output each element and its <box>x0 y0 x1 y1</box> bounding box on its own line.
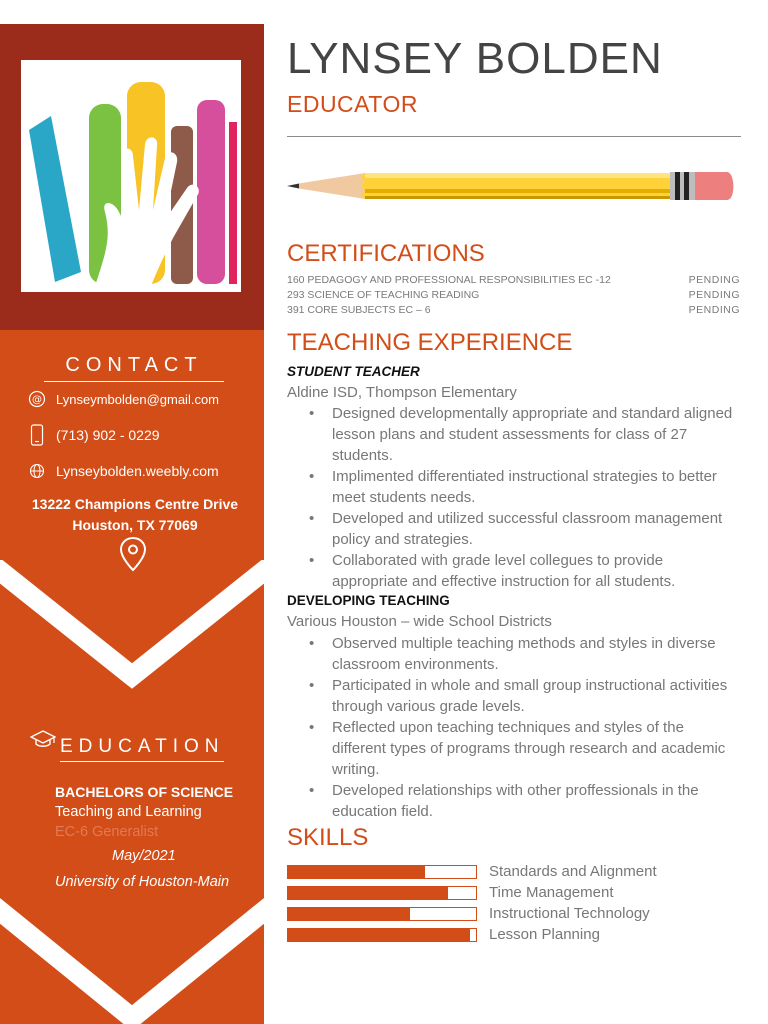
skill-label: Instructional Technology <box>489 905 650 922</box>
certification-name: 391 CORE SUBJECTS EC – 6 <box>287 304 431 316</box>
education-date: May/2021 <box>112 848 176 864</box>
role-title-developing-teaching: DEVELOPING TEACHING <box>287 593 450 608</box>
candidate-name: LYNSEY BOLDEN <box>287 34 663 83</box>
bullet-item: • Developed and utilized successful classroom management policy and strategies. <box>287 508 737 550</box>
certifications-heading: CERTIFICATIONS <box>287 240 485 267</box>
certification-status: PENDING <box>688 274 740 286</box>
skill-row <box>287 905 650 922</box>
skill-bar <box>287 907 477 921</box>
bullet-item: • Collaborated with grade level collegues to provide appropriate and effective instruction for all students. <box>287 550 737 592</box>
education-degree: BACHELORS OF SCIENCE <box>55 784 234 800</box>
skill-row <box>287 926 600 943</box>
skill-label: Time Management <box>489 884 614 901</box>
skill-fill <box>288 929 470 941</box>
education-field: Teaching and Learning <box>55 804 202 820</box>
bullet-item: • Implimented differentiated instructional strategies to better meet students needs. <box>287 466 737 508</box>
role-org: Aldine ISD, Thompson Elementary <box>287 384 517 401</box>
education-specialization: EC-6 Generalist <box>55 824 159 840</box>
certification-row <box>287 274 740 286</box>
contact-website[interactable]: Lynseybolden.weebly.com <box>56 463 219 479</box>
sidebar <box>0 24 264 1024</box>
email-icon <box>28 390 46 408</box>
phone-icon <box>28 426 46 444</box>
skills-heading: SKILLS <box>287 824 369 851</box>
role-org: Various Houston – wide School Districts <box>287 613 552 630</box>
education-school: University of Houston-Main <box>55 874 230 890</box>
skill-bar <box>287 928 477 942</box>
skill-label: Lesson Planning <box>489 926 600 943</box>
contact-phone[interactable]: (713) 902 - 0229 <box>56 427 160 443</box>
header-divider <box>287 136 741 137</box>
skill-label: Standards and Alignment <box>489 863 657 880</box>
contact-website-row[interactable] <box>28 462 219 480</box>
contact-email[interactable]: Lynseymbolden@gmail.com <box>56 391 220 407</box>
bullet-item: • Designed developmentally appropriate and standard aligned lesson plans and student assessments for class of 27 students. <box>287 403 737 466</box>
skill-fill <box>288 908 410 920</box>
pencil-icon <box>287 168 737 209</box>
role-bullets <box>287 633 737 822</box>
chevron-divider-bottom <box>0 756 264 1024</box>
candidate-title: EDUCATOR <box>287 91 418 117</box>
contact-phone-row[interactable] <box>28 426 160 444</box>
skill-row <box>287 863 657 880</box>
contact-heading: CONTACT <box>44 354 224 382</box>
certification-status: PENDING <box>688 289 740 301</box>
contact-address: 13222 Champions Centre Drive Houston, TX 77069 <box>31 496 239 533</box>
graduation-cap-icon <box>30 728 56 755</box>
certification-status: PENDING <box>688 304 740 316</box>
bullet-item: • Participated in whole and small group instructional activities through various grade levels. <box>287 675 737 717</box>
experience-heading: TEACHING EXPERIENCE <box>287 329 573 356</box>
skill-bar <box>287 865 477 879</box>
skill-fill <box>288 866 425 878</box>
certification-name: 293 SCIENCE OF TEACHING READING <box>287 289 480 301</box>
education-heading: EDUCATION <box>60 736 224 762</box>
skill-row <box>287 884 614 901</box>
certification-row <box>287 304 740 316</box>
bullet-item: • Reflected upon teaching techniques and styles of the different types of programs through research and academic writing. <box>287 717 737 780</box>
skill-fill <box>288 887 448 899</box>
globe-icon <box>28 462 46 480</box>
chevron-divider-top <box>0 560 264 690</box>
certification-row <box>287 289 740 301</box>
bullet-item: • Developed relationships with other proffessionals in the education field. <box>287 780 737 822</box>
certification-name: 160 PEDAGOGY AND PROFESSIONAL RESPONSIBILITIES EC -12 <box>287 274 611 286</box>
role-title-student-teacher: STUDENT TEACHER <box>287 364 420 379</box>
contact-email-row[interactable] <box>28 390 219 408</box>
role-bullets <box>287 403 737 592</box>
books-hand-logo <box>21 60 241 292</box>
svg-text:@: @ <box>32 394 42 406</box>
books-hand-illustration <box>21 60 241 292</box>
skill-bar <box>287 886 477 900</box>
bullet-item: • Observed multiple teaching methods and styles in diverse classroom environments. <box>287 633 737 675</box>
